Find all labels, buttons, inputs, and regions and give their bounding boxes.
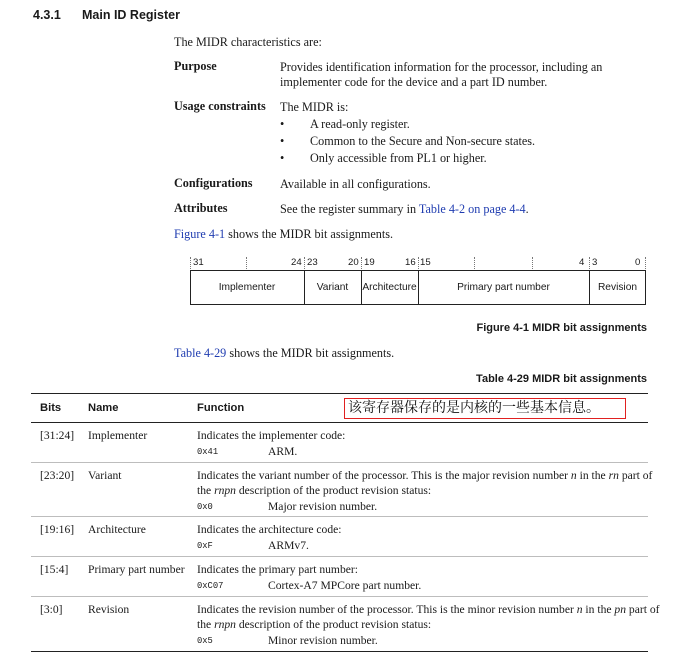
row-bits: [31:24] xyxy=(40,429,75,442)
bullet-glyph: • xyxy=(280,151,285,165)
row-code-desc: Major revision number. xyxy=(268,500,378,513)
bit-tick xyxy=(361,257,362,269)
usage-bullet-item xyxy=(0,116,674,133)
bit-label-24: 24 xyxy=(291,257,302,268)
bit-label-23: 23 xyxy=(307,257,318,268)
usage-bullet-item xyxy=(0,133,674,150)
attributes-prefix: See the register summary in xyxy=(280,202,419,216)
bit-label-31: 31 xyxy=(193,257,204,268)
bit-label-0: 0 xyxy=(635,257,641,268)
bit-label-20: 20 xyxy=(348,257,359,268)
bit-label-16: 16 xyxy=(405,257,416,268)
table-caption: Table 4-29 MIDR bit assignments xyxy=(476,373,647,385)
intro-text: The MIDR characteristics are: xyxy=(174,35,322,49)
row-divider xyxy=(31,516,648,517)
figure-caption: Figure 4-1 MIDR bit assignments xyxy=(476,322,647,334)
config-label: Configurations xyxy=(174,176,253,190)
field-primary-part-number: Primary part number xyxy=(457,282,550,293)
table-top-rule xyxy=(31,393,648,394)
header-bits: Bits xyxy=(40,402,62,414)
bit-tick xyxy=(246,257,247,269)
section-heading xyxy=(33,8,180,22)
table-4-29-link[interactable]: Table 4-29 xyxy=(174,346,227,360)
row-code: 0x5 xyxy=(197,636,213,646)
purpose-label: Purpose xyxy=(174,59,217,73)
row-code-desc: ARM. xyxy=(268,445,298,458)
usage-item-text: Only accessible from PL1 or higher. xyxy=(310,151,487,165)
row-bits: [23:20] xyxy=(40,469,75,482)
usage-intro: The MIDR is: xyxy=(280,100,349,114)
table-bottom-rule xyxy=(31,651,648,652)
bit-label-19: 19 xyxy=(364,257,375,268)
bit-tick xyxy=(474,257,475,269)
italic-term: rnpn xyxy=(214,618,236,631)
bullet-glyph: • xyxy=(280,117,285,131)
attributes-value xyxy=(280,201,529,218)
italic-term: n xyxy=(570,469,577,482)
row-function-line: Indicates the primary part number: xyxy=(197,563,358,576)
row-code: 0x0 xyxy=(197,502,213,512)
figure-ref-sentence xyxy=(174,226,393,243)
italic-term: pn xyxy=(614,603,627,616)
section-title: Main ID Register xyxy=(82,8,180,22)
header-name: Name xyxy=(88,402,119,414)
usage-item-text: Common to the Secure and Non-secure states. xyxy=(310,134,536,148)
config-value: Available in all configurations. xyxy=(280,177,431,191)
row-divider xyxy=(31,462,648,463)
header-function: Function xyxy=(197,402,245,414)
header-bottom-rule xyxy=(31,422,648,423)
row-name: Primary part number xyxy=(88,563,185,576)
row-divider xyxy=(31,596,648,597)
bullet-glyph: • xyxy=(280,134,285,148)
row-code-desc: Minor revision number. xyxy=(268,634,378,647)
row-bits: [19:16] xyxy=(40,523,75,536)
attributes-suffix: . xyxy=(525,202,529,216)
bit-tick xyxy=(190,257,191,269)
purpose-line-2: implementer code for the device and a part ID number. xyxy=(280,75,548,89)
figure-4-1-link[interactable]: Figure 4-1 xyxy=(174,227,226,241)
italic-term: rn xyxy=(608,469,619,482)
section-number: 4.3.1 xyxy=(33,8,61,22)
italic-term: n xyxy=(576,603,583,616)
row-code: 0xF xyxy=(197,541,213,551)
row-function-line: the rnpn description of the product revision status: xyxy=(197,484,432,497)
row-name: Architecture xyxy=(88,523,146,536)
row-function-line: the rnpn description of the product revision status: xyxy=(197,618,432,631)
usage-label: Usage constraints xyxy=(174,99,266,113)
row-name: Revision xyxy=(88,603,130,616)
bit-tick xyxy=(645,257,646,269)
row-name: Implementer xyxy=(88,429,148,442)
bit-label-3: 3 xyxy=(592,257,598,268)
annotation-note: 该寄存器保存的是内核的一些基本信息。 xyxy=(344,398,626,419)
row-function-line: Indicates the variant number of the processor. This is the major revision number n in the rn part of xyxy=(197,469,653,482)
attributes-label: Attributes xyxy=(174,201,228,215)
figure-ref-text: shows the MIDR bit assignments. xyxy=(225,227,394,241)
row-bits: [15:4] xyxy=(40,563,69,576)
bit-tick xyxy=(589,257,590,269)
usage-item-text: A read-only register. xyxy=(310,117,410,131)
bit-label-15: 15 xyxy=(420,257,431,268)
field-implementer: Implementer xyxy=(218,282,276,293)
table-4-2-link[interactable]: Table 4-2 on page 4-4 xyxy=(418,202,526,216)
row-bits: [3:0] xyxy=(40,603,63,616)
bit-tick xyxy=(418,257,419,269)
row-function-line: Indicates the implementer code: xyxy=(197,429,346,442)
purpose-line-1: Provides identification information for the processor, including an xyxy=(280,60,603,74)
row-code-desc: Cortex-A7 MPCore part number. xyxy=(268,579,422,592)
row-code-desc: ARMv7. xyxy=(268,539,309,552)
row-code: 0x41 xyxy=(197,447,219,457)
bit-tick xyxy=(304,257,305,269)
row-divider xyxy=(31,556,648,557)
field-architecture: Architecture xyxy=(362,282,417,293)
field-variant: Variant xyxy=(316,282,349,293)
bit-label-4: 4 xyxy=(579,257,585,268)
usage-bullet-item xyxy=(0,150,674,167)
field-revision: Revision xyxy=(597,282,638,293)
italic-term: rnpn xyxy=(214,484,236,497)
table-ref-text: shows the MIDR bit assignments. xyxy=(226,346,395,360)
bit-tick xyxy=(532,257,533,269)
row-name: Variant xyxy=(88,469,122,482)
row-code: 0xC07 xyxy=(197,581,224,591)
row-function-line: Indicates the architecture code: xyxy=(197,523,342,536)
table-ref-sentence xyxy=(174,345,394,362)
row-function-line: Indicates the revision number of the processor. This is the minor revision number n in the pn part of xyxy=(197,603,660,616)
